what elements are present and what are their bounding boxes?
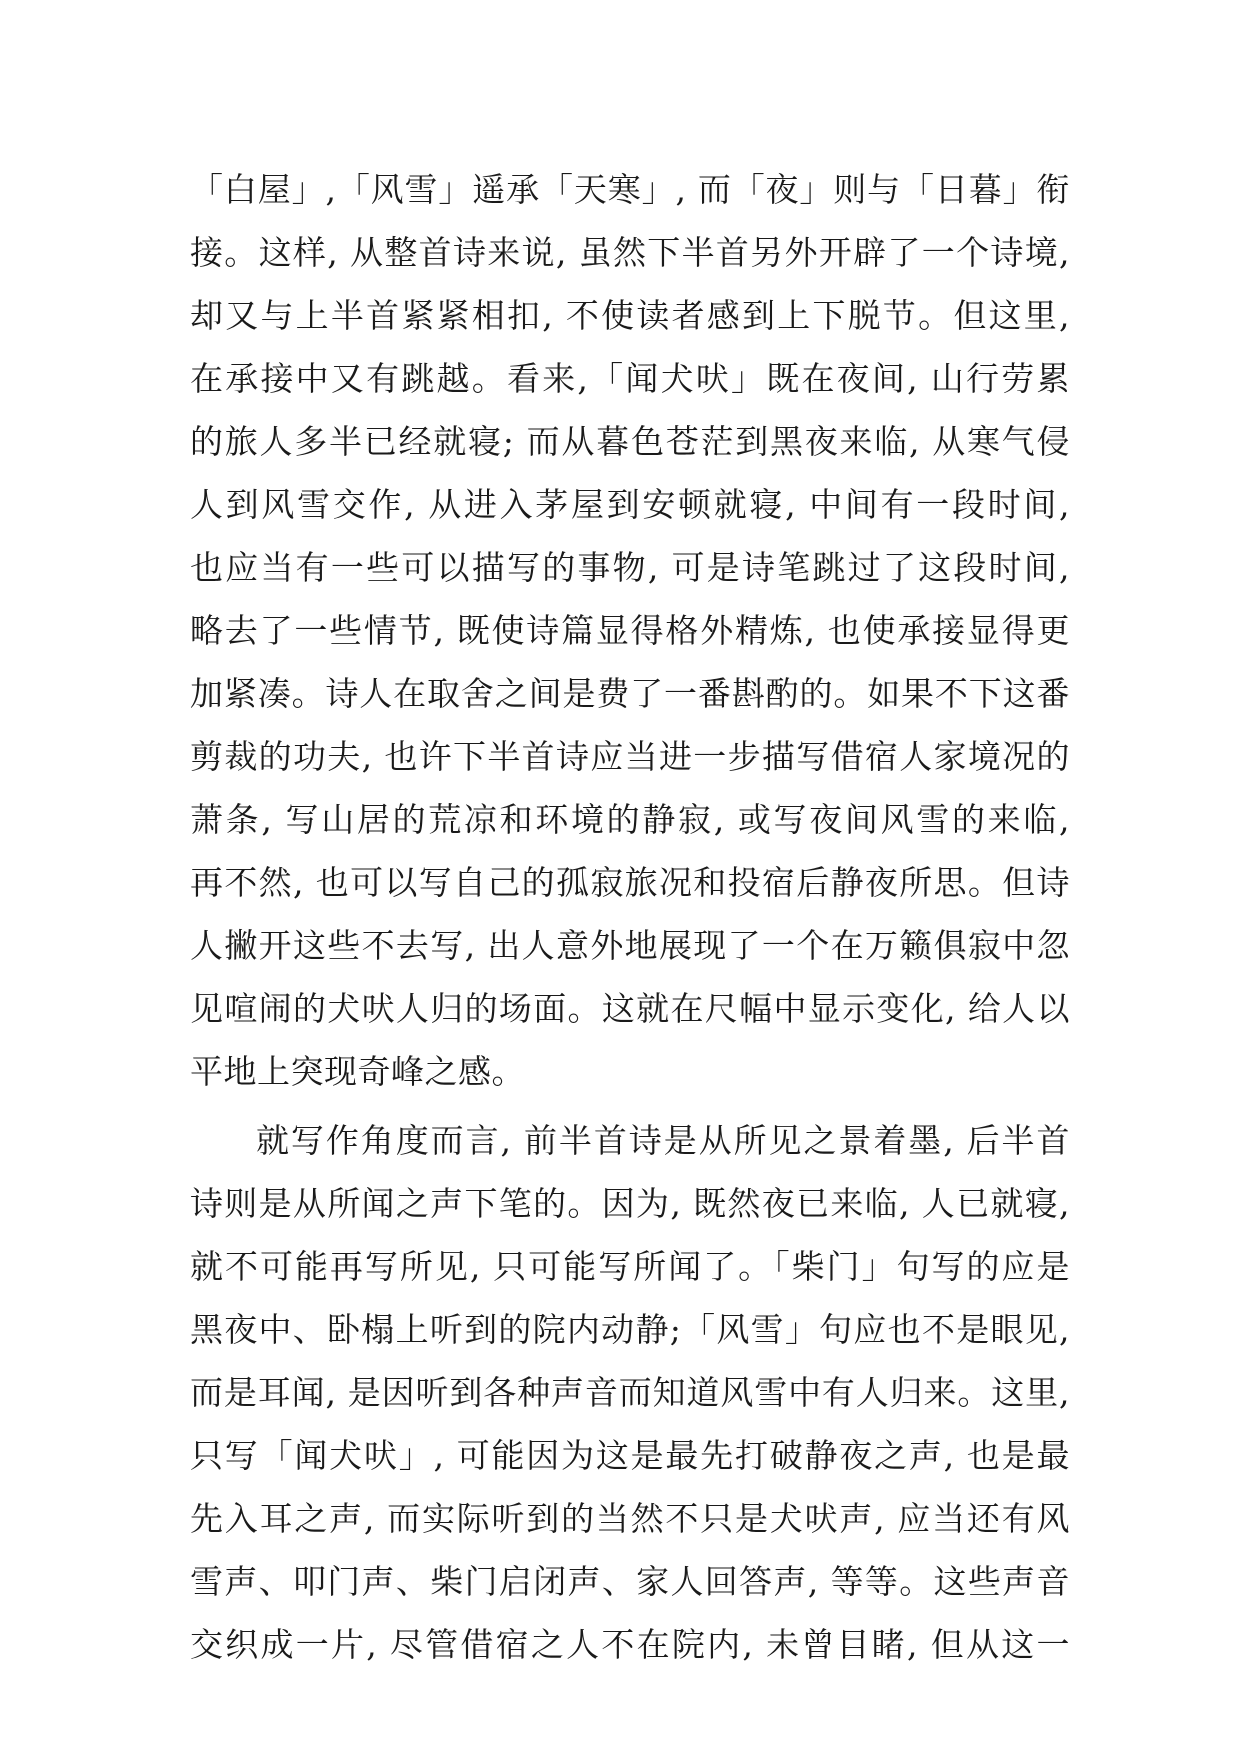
text-line: 人到风雪交作, 从进入茅屋到安顿就寝, 中间有一段时间, [190, 485, 1070, 524]
text-line: 接。这样, 从整首诗来说, 虽然下半首另外开辟了一个诗境, [190, 233, 1070, 272]
text-line: 在承接中又有跳越。看来,「闻犬吠」既在夜间, 山行劳累 [190, 359, 1070, 398]
text-line: 见喧闹的犬吠人归的场面。这就在尺幅中显示变化, 给人以 [190, 989, 1070, 1028]
document-body [190, 158, 1070, 1676]
text-line-indented: 就写作角度而言, 前半首诗是从所见之景着墨, 后半首 [256, 1121, 1070, 1160]
text-line: 而是耳闻, 是因听到各种声音而知道风雪中有人归来。这里, [190, 1373, 1070, 1412]
text-line: 却又与上半首紧紧相扣, 不使读者感到上下脱节。但这里, [190, 296, 1070, 335]
text-line: 剪裁的功夫, 也许下半首诗应当进一步描写借宿人家境况的 [190, 737, 1070, 776]
text-line: 雪声、叩门声、柴门启闭声、家人回答声, 等等。这些声音 [190, 1562, 1070, 1601]
text-line: 交织成一片, 尽管借宿之人不在院内, 未曾目睹, 但从这一 [190, 1625, 1070, 1664]
text-line: 也应当有一些可以描写的事物, 可是诗笔跳过了这段时间, [190, 548, 1070, 587]
text-line: 略去了一些情节, 既使诗篇显得格外精炼, 也使承接显得更 [190, 611, 1070, 650]
text-line: 「白屋」,「风雪」遥承「天寒」, 而「夜」则与「日暮」衔 [190, 170, 1070, 209]
text-line: 加紧凑。诗人在取舍之间是费了一番斟酌的。如果不下这番 [190, 674, 1070, 713]
text-line: 的旅人多半已经就寝; 而从暮色苍茫到黑夜来临, 从寒气侵 [190, 422, 1070, 461]
text-line-last: 平地上突现奇峰之感。 [190, 1052, 525, 1091]
text-line: 先入耳之声, 而实际听到的当然不只是犬吠声, 应当还有风 [190, 1499, 1070, 1538]
text-line: 就不可能再写所见, 只可能写所闻了。「柴门」句写的应是 [190, 1247, 1070, 1286]
text-line: 只写「闻犬吠」, 可能因为这是最先打破静夜之声, 也是最 [190, 1436, 1070, 1475]
paragraph-2 [190, 1109, 1070, 1676]
text-line: 诗则是从所闻之声下笔的。因为, 既然夜已来临, 人已就寝, [190, 1184, 1070, 1223]
text-line: 人撇开这些不去写, 出人意外地展现了一个在万籁俱寂中忽 [190, 926, 1070, 965]
text-line: 黑夜中、卧榻上听到的院内动静;「风雪」句应也不是眼见, [190, 1310, 1070, 1349]
text-line: 萧条, 写山居的荒凉和环境的静寂, 或写夜间风雪的来临, [190, 800, 1070, 839]
text-line: 再不然, 也可以写自己的孤寂旅况和投宿后静夜所思。但诗 [190, 863, 1070, 902]
paragraph-1 [190, 158, 1070, 1103]
